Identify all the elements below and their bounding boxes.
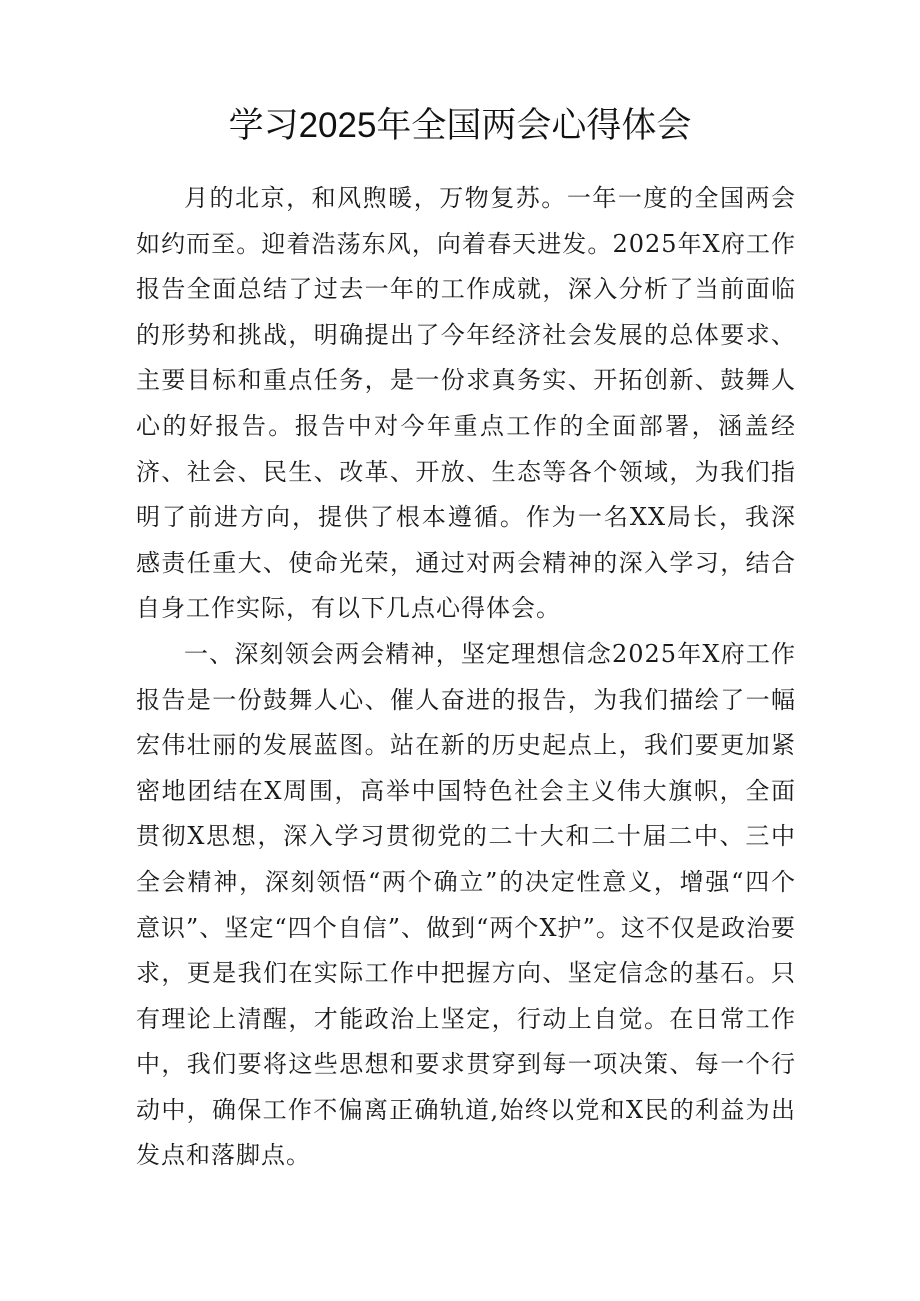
document-body — [136, 176, 796, 1179]
document-title: 学习2025年全国两会心得体会 — [228, 106, 692, 145]
paragraph-section-one: 一、深刻领会两会精神，坚定理想信念2025年X府工作报告是一份鼓舞人心、催人奋进的报告，为我们描绘了一幅宏伟壮丽的发展蓝图。站在新的历史起点上，我们要更加紧密地团结在X周围，高举中国特色社会主义伟大旗帜，全面贯彻X思想，深入学习贯彻党的二十大和二十届二中、三中全会精神，深刻领悟“两个确立”的决定性意义，增强“四个意识”、坚定“四个自信”、做到“两个X护”。这不仅是政治要求，更是我们在实际工作中把握方向、坚定信念的基石。只有理论上清醒，才能政治上坚定，行动上自觉。在日常工作中，我们要将这些思想和要求贯穿到每一项决策、每一个行动中，确保工作不偏离正确轨道,始终以党和X民的利益为出发点和落脚点。 — [136, 639, 796, 1170]
paragraph-intro: 月的北京，和风煦暖，万物复苏。一年一度的全国两会如约而至。迎着浩荡东风，向着春天进发。2025年X府工作报告全面总结了过去一年的工作成就，深入分析了当前面临的形势和挑战，明确提出了今年经济社会发展的总体要求、主要目标和重点任务，是一份求真务实、开拓创新、鼓舞人心的好报告。报告中对今年重点工作的全面部署，涵盖经济、社会、民生、改革、开放、生态等各个领域，为我们指明了前进方向，提供了根本遵循。作为一名XX局长，我深感责任重大、使命光荣，通过对两会精神的深入学习，结合自身工作实际，有以下几点心得体会。 — [136, 184, 796, 623]
